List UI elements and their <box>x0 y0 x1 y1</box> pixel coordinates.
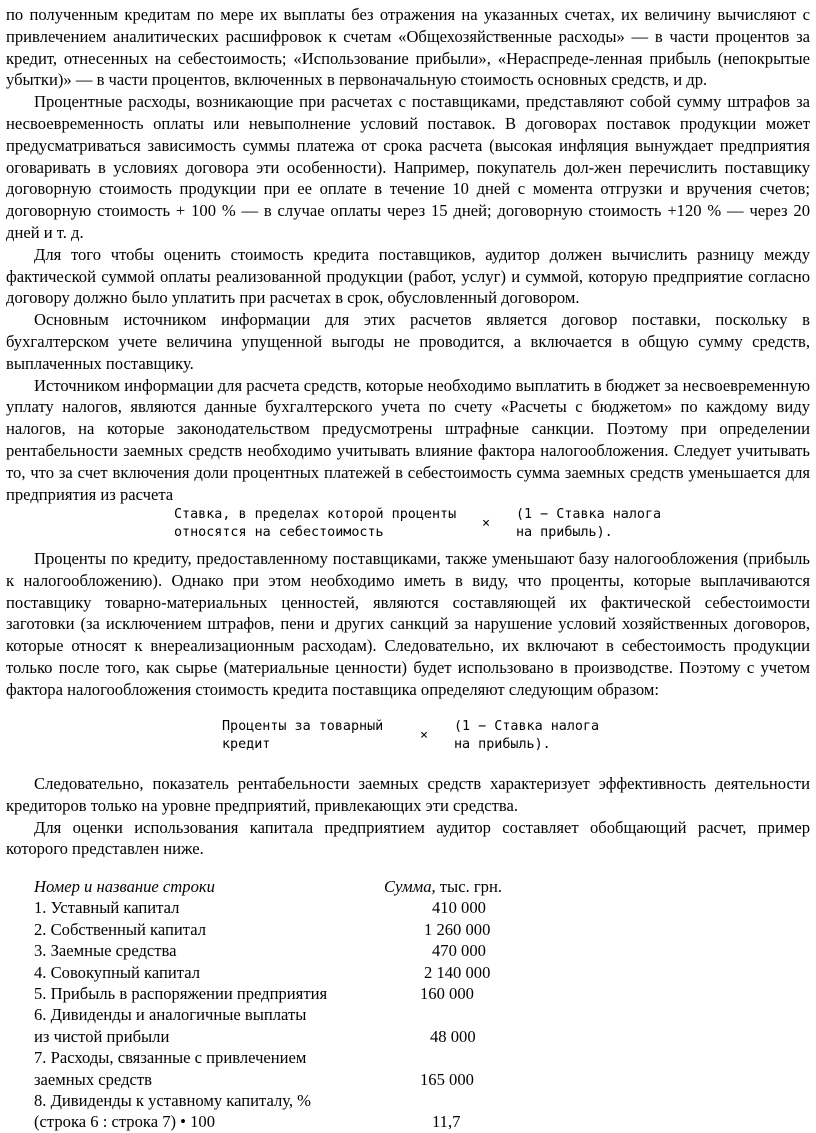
row-name-continued: из чистой прибыли <box>34 1026 170 1046</box>
formula-multiply-sign: × <box>482 516 491 531</box>
table-row <box>34 1090 594 1111</box>
text-block-middle <box>6 548 810 701</box>
capital-table <box>34 876 594 1133</box>
header-sum-label: Сумма, <box>384 877 436 896</box>
row-value: 470 000 <box>432 941 486 961</box>
row-name-continued: (строка 6 : строка 7) • 100 <box>34 1112 216 1132</box>
paragraph: Проценты по кредиту, предоставленному поставщиками, также уменьшают базу налогообложения (прибыль к налогообложению). Однако при этом необходимо иметь в виду, что проценты, которые выплачиваются поставщику товарно-материальных ценностей, являются составляющей их фактической себестоимости заготовки (за исключением штрафов, пени и других санкций за нарушение условий хозяйственных договоров, которые относят к внереализационным расходам). Следовательно, их включают в себестоимость продукции только после того, как сырье (материальные ценности) будет использовано в производстве. Поэтому с учетом фактора налогообложения стоимость кредита поставщика определяют следующим образом: <box>6 549 810 699</box>
row-name: 4. Совокупный капитал <box>34 962 201 982</box>
paragraph: Для того чтобы оценить стоимость кредита поставщиков, аудитор должен вычислить разницу между фактической суммой оплаты реализованной продукции (работ, услуг) и суммой, которую предприятие согласно договору должно было уплатить при расчетах в срок, обусловленный договором. <box>6 244 810 308</box>
paragraph: Для оценки использования капитала предприятием аудитор составляет обобщающий расчет, пример которого представлен ниже. <box>6 817 810 859</box>
row-value: 410 000 <box>432 898 486 918</box>
formula-right <box>516 506 661 542</box>
table-row <box>34 1004 594 1025</box>
table-header <box>34 876 594 897</box>
header-name: Номер и название строки <box>34 877 215 896</box>
text-block-bottom <box>6 773 810 860</box>
text-block-top <box>6 4 810 505</box>
formula-multiply-sign: × <box>420 728 429 743</box>
table-row <box>34 962 594 983</box>
formula-right-line1: (1 − Ставка налога <box>454 719 600 734</box>
header-sum <box>384 876 544 897</box>
row-name: 5. Прибыль в распоряжении предприятия <box>34 984 328 1004</box>
table-row <box>34 983 594 1004</box>
paragraph: Процентные расходы, возникающие при расчетах с поставщиками, представляют собой сумму штрафов за несвоевременность оплаты или невыполнение условий поставок. В договорах поставок продукции может предусматриваться зависимость суммы платежа от срока расчета (высокая инфляция вынуждает предприятия оговаривать в условиях договора эти особенности). Например, покупатель дол-жен перечислить поставщику договорную стоимость продукции при ее оплате в течение 10 дней с момента отгрузки и вручения счетов; договорную стоимость + 100 % — в случае оплаты через 15 дней; договорную стоимость +120 % — через 20 дней и т. д. <box>6 92 810 242</box>
table-row <box>34 940 594 961</box>
paragraph: Основным источником информации для этих расчетов является договор поставки, поскольку в бухгалтерском учете величина упущенной выгоды не проводится, а включается в общую сумму средств, выплаченных поставщику. <box>6 310 810 373</box>
row-value: 11,7 <box>432 1112 461 1132</box>
row-name: 3. Заемные средства <box>34 941 177 961</box>
paragraph: по полученным кредитам по мере их выплаты без отражения на указанных счетах, их величину вычисляют с привлечением аналитических расшифровок к счетам «Общехозяйственные расходы» — в части процентов за кредит, отнесенных на себестоимость; «Использование прибыли», «Нераспреде-ленная прибыль (непокрытые убытки)» — в части процентов, включенных в первоначальную стоимость основных средств, и др. <box>6 5 810 90</box>
table-row <box>34 919 594 940</box>
row-name: 1. Уставный капитал <box>34 898 180 918</box>
row-value: 1 260 000 <box>424 919 491 939</box>
row-name-continued: заемных средств <box>34 1069 152 1089</box>
row-value: 48 000 <box>430 1026 476 1046</box>
formula-left-line1: Проценты за товарный <box>222 719 384 734</box>
row-name: 8. Дивиденды к уставному капиталу, % <box>34 1091 311 1111</box>
row-name: 6. Дивиденды и аналогичные выплаты <box>34 1005 307 1025</box>
formula-right-line2: на прибыль). <box>454 737 551 752</box>
formula-left-line2: относятся на себестоимость <box>174 525 384 540</box>
row-value: 2 140 000 <box>424 962 491 982</box>
header-sum-unit: тыс. грн. <box>435 877 502 896</box>
table-row-continuation <box>34 1026 594 1047</box>
formula-right-line1: (1 − Ставка налога <box>516 507 662 522</box>
row-value <box>384 1047 580 1068</box>
formula-left-line2: кредит <box>222 737 271 752</box>
row-value <box>384 1090 592 1111</box>
row-name: 2. Собственный капитал <box>34 919 207 939</box>
row-value: 165 000 <box>420 1069 474 1089</box>
formula-supplier-credit <box>222 718 383 754</box>
formula-right <box>454 718 599 754</box>
formula-right-line2: на прибыль). <box>516 525 613 540</box>
formula-tax-effect <box>174 506 456 542</box>
formula-left-line1: Ставка, в пределах которой проценты <box>174 507 457 522</box>
table-body <box>34 897 594 1132</box>
row-value <box>384 1004 590 1025</box>
paragraph: Источником информации для расчета средств, которые необходимо выплатить в бюджет за несвоевременную уплату налогов, являются данные бухгалтерского учета по счету «Расчеты с бюджетом» по каждому виду налогов, на которые законодательством предусмотрены штрафные санкции. Поэтому при определении рентабельности заемных средств необходимо учитывать влияние фактора налогообложения. Следует учитывать то, что за счет включения доли процентных платежей в себестоимость сумма заемных средств уменьшается для предприятия из расчета <box>6 375 810 504</box>
paragraph: Следовательно, показатель рентабельности заемных средств характеризует эффективность деятельности кредиторов только на уровне предприятий, привлекающих эти средства. <box>6 774 810 815</box>
table-row-continuation <box>34 1069 594 1090</box>
table-row <box>34 1047 594 1068</box>
row-value: 160 000 <box>420 984 474 1004</box>
row-name: 7. Расходы, связанные с привлечением <box>34 1048 307 1068</box>
table-row <box>34 897 594 918</box>
